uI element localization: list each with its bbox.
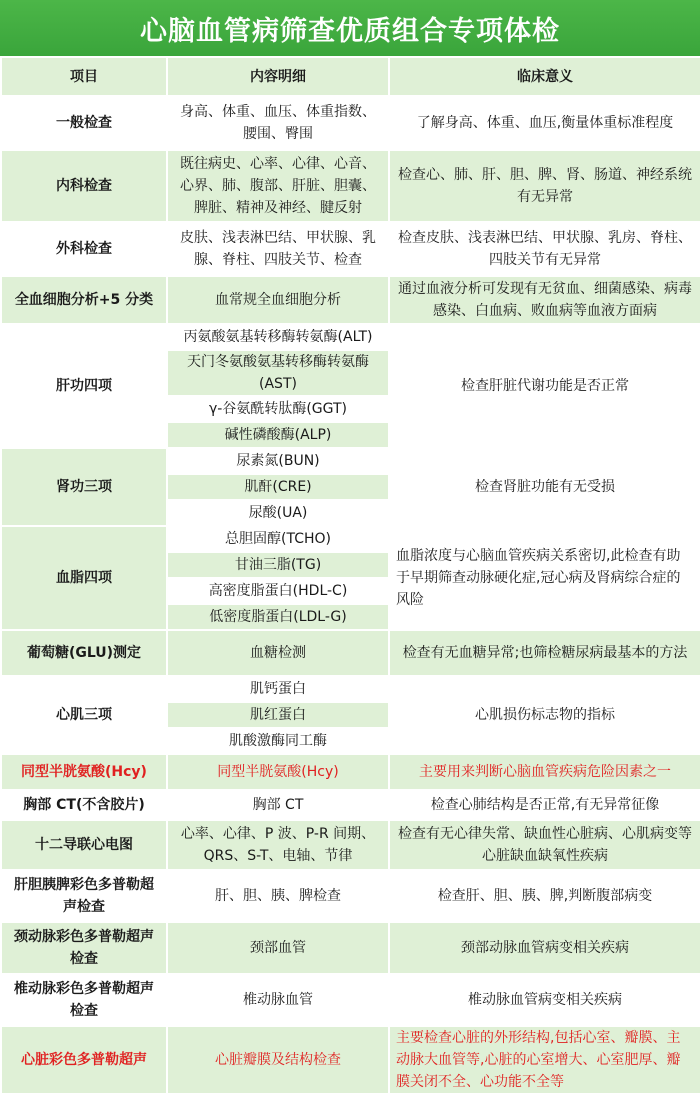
table-row: [1, 820, 700, 870]
row-sub-content: 尿素氮(BUN): [167, 448, 389, 474]
row-meaning: 了解身高、体重、血压,衡量体重标准程度: [389, 96, 700, 150]
row-content: 同型半胱氨酸(Hcy): [167, 754, 389, 790]
row-item: 全血细胞分析+5 分类: [1, 276, 167, 324]
header-item: 项目: [1, 57, 167, 96]
table-row: [1, 96, 700, 150]
table-row: [1, 754, 700, 790]
row-item: 椎动脉彩色多普勒超声检查: [1, 974, 167, 1026]
table-row: [1, 676, 700, 702]
row-meaning: 检查有无心律失常、缺血性心脏病、心肌病变等心脏缺血缺氧性疾病: [389, 820, 700, 870]
row-meaning: 检查心肺结构是否正常,有无异常征像: [389, 790, 700, 820]
row-item: 肝功四项: [1, 324, 167, 448]
row-sub-content: 总胆固醇(TCHO): [167, 526, 389, 552]
table-row: [1, 448, 700, 474]
row-sub-content: 天门冬氨酸氨基转移酶转氨酶(AST): [167, 350, 389, 396]
table-row: [1, 150, 700, 222]
table-row: [1, 222, 700, 276]
row-content: 椎动脉血管: [167, 974, 389, 1026]
row-sub-content: 肌钙蛋白: [167, 676, 389, 702]
row-sub-content: 肌酸激酶同工酶: [167, 728, 389, 754]
row-sub-content: 甘油三脂(TG): [167, 552, 389, 578]
row-item: 颈动脉彩色多普勒超声检查: [1, 922, 167, 974]
row-meaning: 检查肝、胆、胰、脾,判断腹部病变: [389, 870, 700, 922]
row-content: 颈部血管: [167, 922, 389, 974]
row-content: 心率、心律、P 波、P-R 间期、QRS、S-T、电轴、节律: [167, 820, 389, 870]
table-row: [1, 974, 700, 1026]
row-meaning: 检查心、肺、肝、胆、脾、肾、肠道、神经系统有无异常: [389, 150, 700, 222]
table-row: [1, 922, 700, 974]
row-sub-content: 尿酸(UA): [167, 500, 389, 526]
row-content: 心脏瓣膜及结构检查: [167, 1026, 389, 1094]
row-sub-content: 碱性磷酸酶(ALP): [167, 422, 389, 448]
row-meaning: 颈部动脉血管病变相关疾病: [389, 922, 700, 974]
table-row: [1, 630, 700, 676]
row-item: 心脏彩色多普勒超声: [1, 1026, 167, 1094]
table-header-row: [1, 57, 700, 96]
row-content: 身高、体重、血压、体重指数、腰围、臀围: [167, 96, 389, 150]
header-content: 内容明细: [167, 57, 389, 96]
row-meaning: 血脂浓度与心脑血管疾病关系密切,此检查有助于早期筛查动脉硬化症,冠心病及肾病综合症的风险: [389, 526, 700, 630]
row-item: 十二导联心电图: [1, 820, 167, 870]
row-content: 皮肤、浅表淋巴结、甲状腺、乳腺、脊柱、四肢关节、检查: [167, 222, 389, 276]
row-item: 葡萄糖(GLU)测定: [1, 630, 167, 676]
row-item: 一般检查: [1, 96, 167, 150]
table-row: [1, 526, 700, 552]
page-title: 心脑血管病筛查优质组合专项体检: [0, 0, 700, 56]
row-sub-content: 丙氨酸氨基转移酶转氨酶(ALT): [167, 324, 389, 350]
row-meaning: 检查肾脏功能有无受损: [389, 448, 700, 526]
row-content: 血糖检测: [167, 630, 389, 676]
row-sub-content: 肌红蛋白: [167, 702, 389, 728]
row-meaning: 主要用来判断心脑血管疾病危险因素之一: [389, 754, 700, 790]
row-sub-content: 肌酐(CRE): [167, 474, 389, 500]
row-content: 胸部 CT: [167, 790, 389, 820]
row-sub-content: 高密度脂蛋白(HDL-C): [167, 578, 389, 604]
row-sub-content: 低密度脂蛋白(LDL-G): [167, 604, 389, 630]
table-row: [1, 1026, 700, 1094]
row-item: 心肌三项: [1, 676, 167, 754]
checkup-table: [0, 56, 700, 1095]
table-row: [1, 324, 700, 350]
row-meaning: 检查有无血糖异常;也筛检糖尿病最基本的方法: [389, 630, 700, 676]
row-meaning: 检查皮肤、浅表淋巴结、甲状腺、乳房、脊柱、四肢关节有无异常: [389, 222, 700, 276]
row-item: 同型半胱氨酸(Hcy): [1, 754, 167, 790]
row-meaning: 主要检查心脏的外形结构,包括心室、瓣膜、主动脉大血管等,心脏的心室增大、心室肥厚、瓣膜关闭不全、心功能不全等: [389, 1026, 700, 1094]
row-meaning: 椎动脉血管病变相关疾病: [389, 974, 700, 1026]
row-sub-content: γ-谷氨酰转肽酶(GGT): [167, 396, 389, 422]
table-row: [1, 870, 700, 922]
row-item: 外科检查: [1, 222, 167, 276]
row-content: 既往病史、心率、心律、心音、心界、肺、腹部、肝脏、胆囊、脾脏、精神及神经、腱反射: [167, 150, 389, 222]
header-meaning: 临床意义: [389, 57, 700, 96]
row-item: 血脂四项: [1, 526, 167, 630]
row-meaning: 通过血液分析可发现有无贫血、细菌感染、病毒感染、白血病、败血病等血液方面病: [389, 276, 700, 324]
row-item: 胸部 CT(不含胶片): [1, 790, 167, 820]
row-content: 肝、胆、胰、脾检查: [167, 870, 389, 922]
row-content: 血常规全血细胞分析: [167, 276, 389, 324]
row-item: 内科检查: [1, 150, 167, 222]
row-item: 肝胆胰脾彩色多普勒超声检查: [1, 870, 167, 922]
table-row: [1, 276, 700, 324]
table-row: [1, 790, 700, 820]
row-meaning: 检查肝脏代谢功能是否正常: [389, 324, 700, 448]
row-meaning: 心肌损伤标志物的指标: [389, 676, 700, 754]
row-item: 肾功三项: [1, 448, 167, 526]
